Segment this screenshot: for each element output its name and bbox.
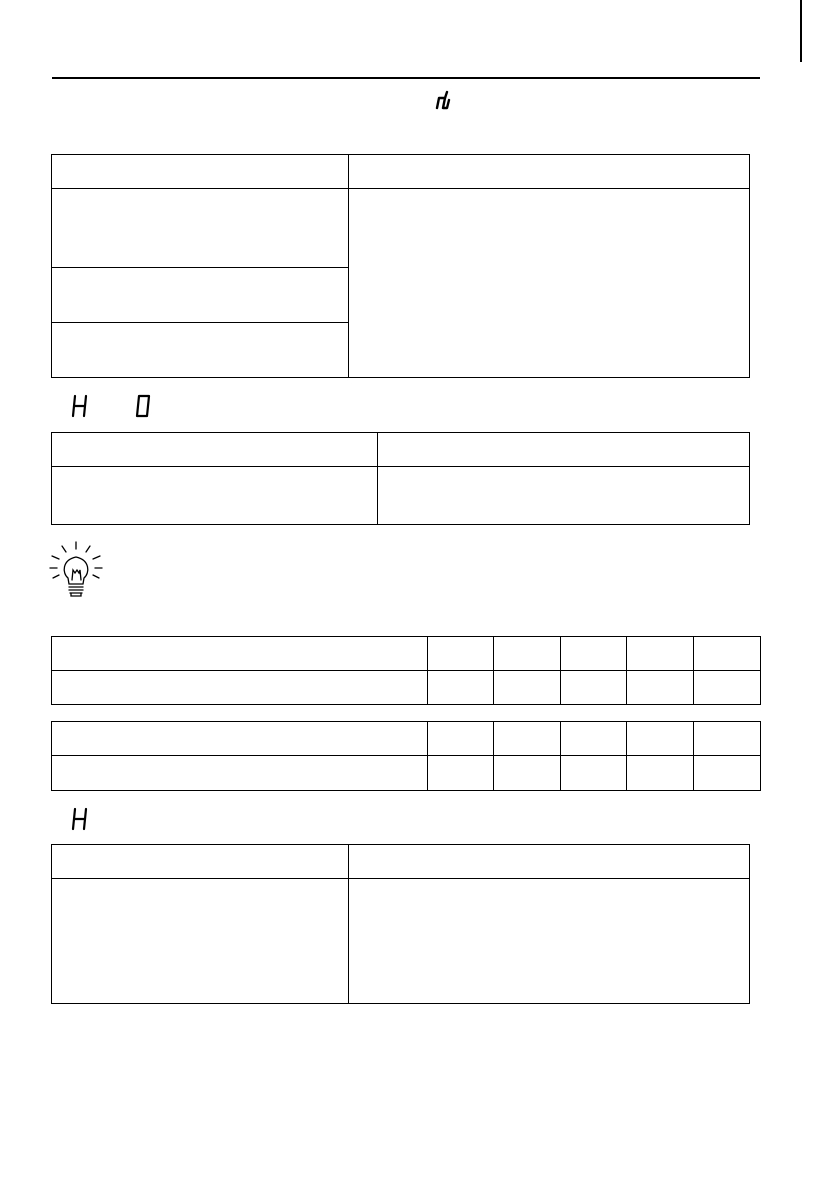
table-cell [52, 189, 349, 268]
table-row [52, 756, 761, 791]
table-cell [561, 637, 627, 671]
table-row [52, 467, 750, 525]
table-cell [52, 845, 349, 879]
table-cell [428, 671, 494, 705]
segment-mode-symbol-icon [434, 90, 456, 110]
table-cell [52, 756, 428, 791]
table-1 [51, 154, 750, 378]
table-cell [561, 671, 627, 705]
table-cell [694, 637, 761, 671]
table-row [52, 879, 750, 1004]
segment-h-icon [71, 394, 89, 418]
table-row [52, 155, 750, 189]
page-margin-tab [800, 0, 802, 62]
table-cell [494, 722, 561, 756]
table-cell [52, 671, 428, 705]
table-cell [378, 467, 750, 525]
lightbulb-icon [48, 540, 104, 602]
table-cell [52, 323, 349, 378]
table-cell [694, 671, 761, 705]
table-row [52, 433, 750, 467]
table-cell [52, 433, 378, 467]
table-cell [627, 756, 694, 791]
table-cell [428, 637, 494, 671]
table-cell [494, 756, 561, 791]
table-row [52, 637, 761, 671]
table-cell [494, 671, 561, 705]
table-cell [428, 756, 494, 791]
table-3 [51, 636, 761, 705]
table-4 [51, 721, 761, 791]
table-2 [51, 432, 750, 525]
table-cell [694, 722, 761, 756]
table-cell [52, 879, 349, 1004]
table-row [52, 722, 761, 756]
table-5 [51, 844, 750, 1004]
segment-h-icon [71, 807, 89, 831]
table-cell [52, 637, 428, 671]
table-cell [349, 189, 750, 378]
table-row [52, 671, 761, 705]
table-cell [561, 756, 627, 791]
segment-zero-icon [134, 394, 152, 418]
table-cell [627, 637, 694, 671]
table-cell [561, 722, 627, 756]
table-row [52, 189, 750, 268]
table-cell [378, 433, 750, 467]
table-cell [349, 155, 750, 189]
table-row [52, 845, 750, 879]
table-cell [349, 845, 750, 879]
table-cell [52, 722, 428, 756]
table-cell [349, 879, 750, 1004]
header-rule [52, 77, 760, 79]
table-cell [494, 637, 561, 671]
table-cell [627, 671, 694, 705]
table-cell [694, 756, 761, 791]
table-cell [52, 155, 349, 189]
table-cell [52, 467, 378, 525]
table-cell [627, 722, 694, 756]
table-cell [52, 268, 349, 323]
table-cell [428, 722, 494, 756]
